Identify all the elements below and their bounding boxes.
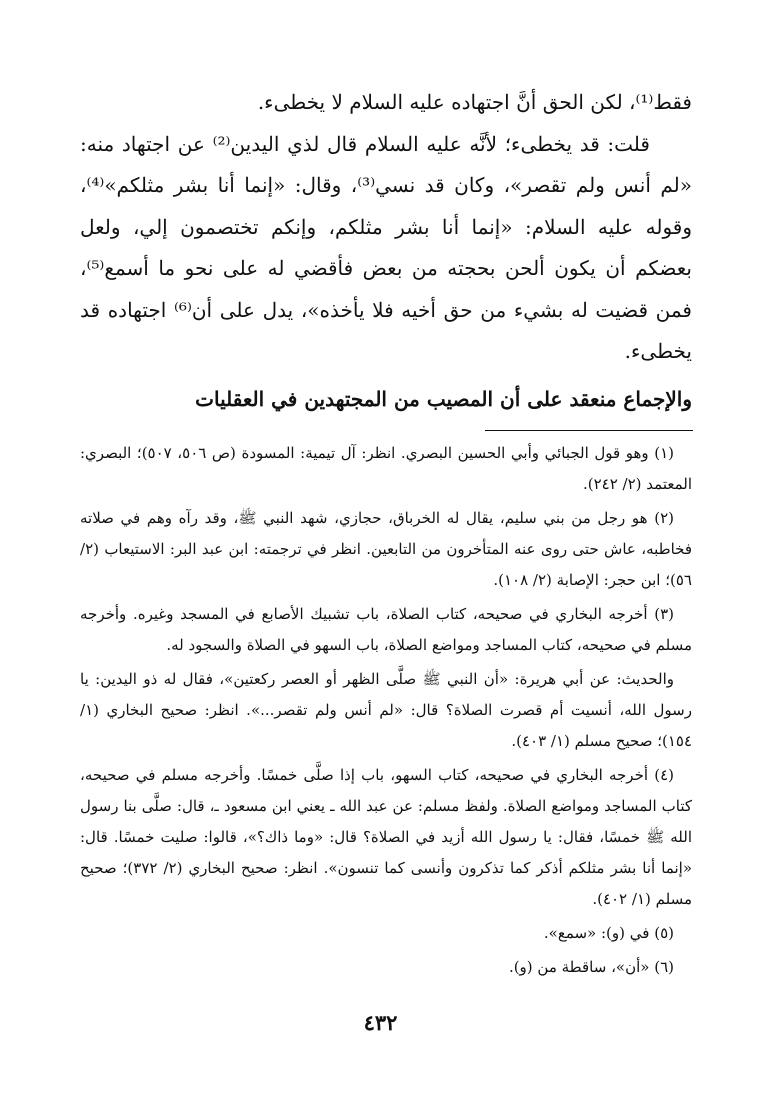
paragraph-2: قلت: قد يخطىء؛ لأنَّه عليه السلام قال لذي اليدين⁽²⁾ عن اجتهاد منه: «لم أنس ولم تقصر»، وكان قد نسي⁽³⁾، وقال: «إنما أنا بشر مثلكم»⁽⁴⁾، وقوله عليه السلام: «إنما أنا بشر مثلكم، وإنكم تختصمون إلي، ولعل بعضكم أن يكون ألحن بحجته من بعض فأقضي له على نحو ما أسمع⁽⁵⁾، فمن قضيت له بشيء من حق أخيه فلا يأخذه»، يدل على أن⁽⁶⁾ اجتهاده قد يخطىء. (80, 131, 692, 363)
footnote-5: (٥) في (و): «سمع». (543, 924, 674, 942)
footnotes (80, 438, 692, 986)
footnote-1: (١) وهو قول الجبائي وأبي الحسين البصري. انظر: آل تيمية: المسودة (ص ٥٠٦، ٥٠٧)؛ البصري: المعتمد (٢/ ٢٤٢). (80, 444, 692, 493)
footnote-2: (٢) هو رجل من بني سليم، يقال له الخرباق، حجازي، شهد النبي ﷺ، وقد رآه وهم في صلاته فخاطبه، عاش حتى روى عنه المتأخرون من التابعين. انظر في ترجمته: ابن عبد البر: الاستيعاب (٢/ ٥٦)؛ ابن حجر: الإصابة (٢/ ١٠٨). (80, 509, 692, 589)
footnote-3: (٣) أخرجه البخاري في صحيحه، كتاب الصلاة، باب تشبيك الأصابع في المسجد وغيره. وأخرجه مسلم في صحيحه، كتاب المساجد ومواضع الصلاة، باب السهو في الصلاة والسجود له. (80, 605, 692, 654)
footnote-separator (485, 430, 693, 431)
section-heading: والإجماع منعقد على أن المصيب من المجتهدين في العقليات (195, 386, 692, 411)
footnote-4: (٤) أخرجه البخاري في صحيحه، كتاب السهو، باب إذا صلَّى خمسًا. وأخرجه مسلم في صحيحه، كتاب المساجد ومواضع الصلاة. ولفظ مسلم: عن عبد الله ـ يعني ابن مسعود ـ، قال: صلَّى بنا رسول الله ﷺ خمسًا، فقال: يا رسول الله أزيد في الصلاة؟ قال: «وما ذاك؟»، قالوا: صليت خمسًا. قال: «إنما أنا بشر مثلكم أذكر كما تذكرون وأنسى كما تنسون». انظر: صحيح البخاري (٢/ ٣٧٢)؛ صحيح مسلم (١/ ٤٠٢). (80, 766, 692, 908)
page-number: ٤٣٢ (363, 1010, 398, 1035)
main-text (80, 82, 692, 420)
footnote-6: (٦) «أن»، ساقطة من (و). (508, 958, 674, 976)
footnote-3-continuation: والحديث: عن أبي هريرة: «أن النبي ﷺ صلَّى الظهر أو العصر ركعتين»، فقال له ذو اليدين: يا رسول الله، أنسيت أم قصرت الصلاة؟ قال: «لم أنس ولم تقصر...». انظر: صحيح البخاري (١/ ١٥٤)؛ صحيح مسلم (١/ ٤٠٣). (80, 670, 692, 750)
paragraph-1: فقط⁽¹⁾، لكن الحق أنَّ اجتهاده عليه السلام لا يخطىء. (257, 90, 692, 114)
